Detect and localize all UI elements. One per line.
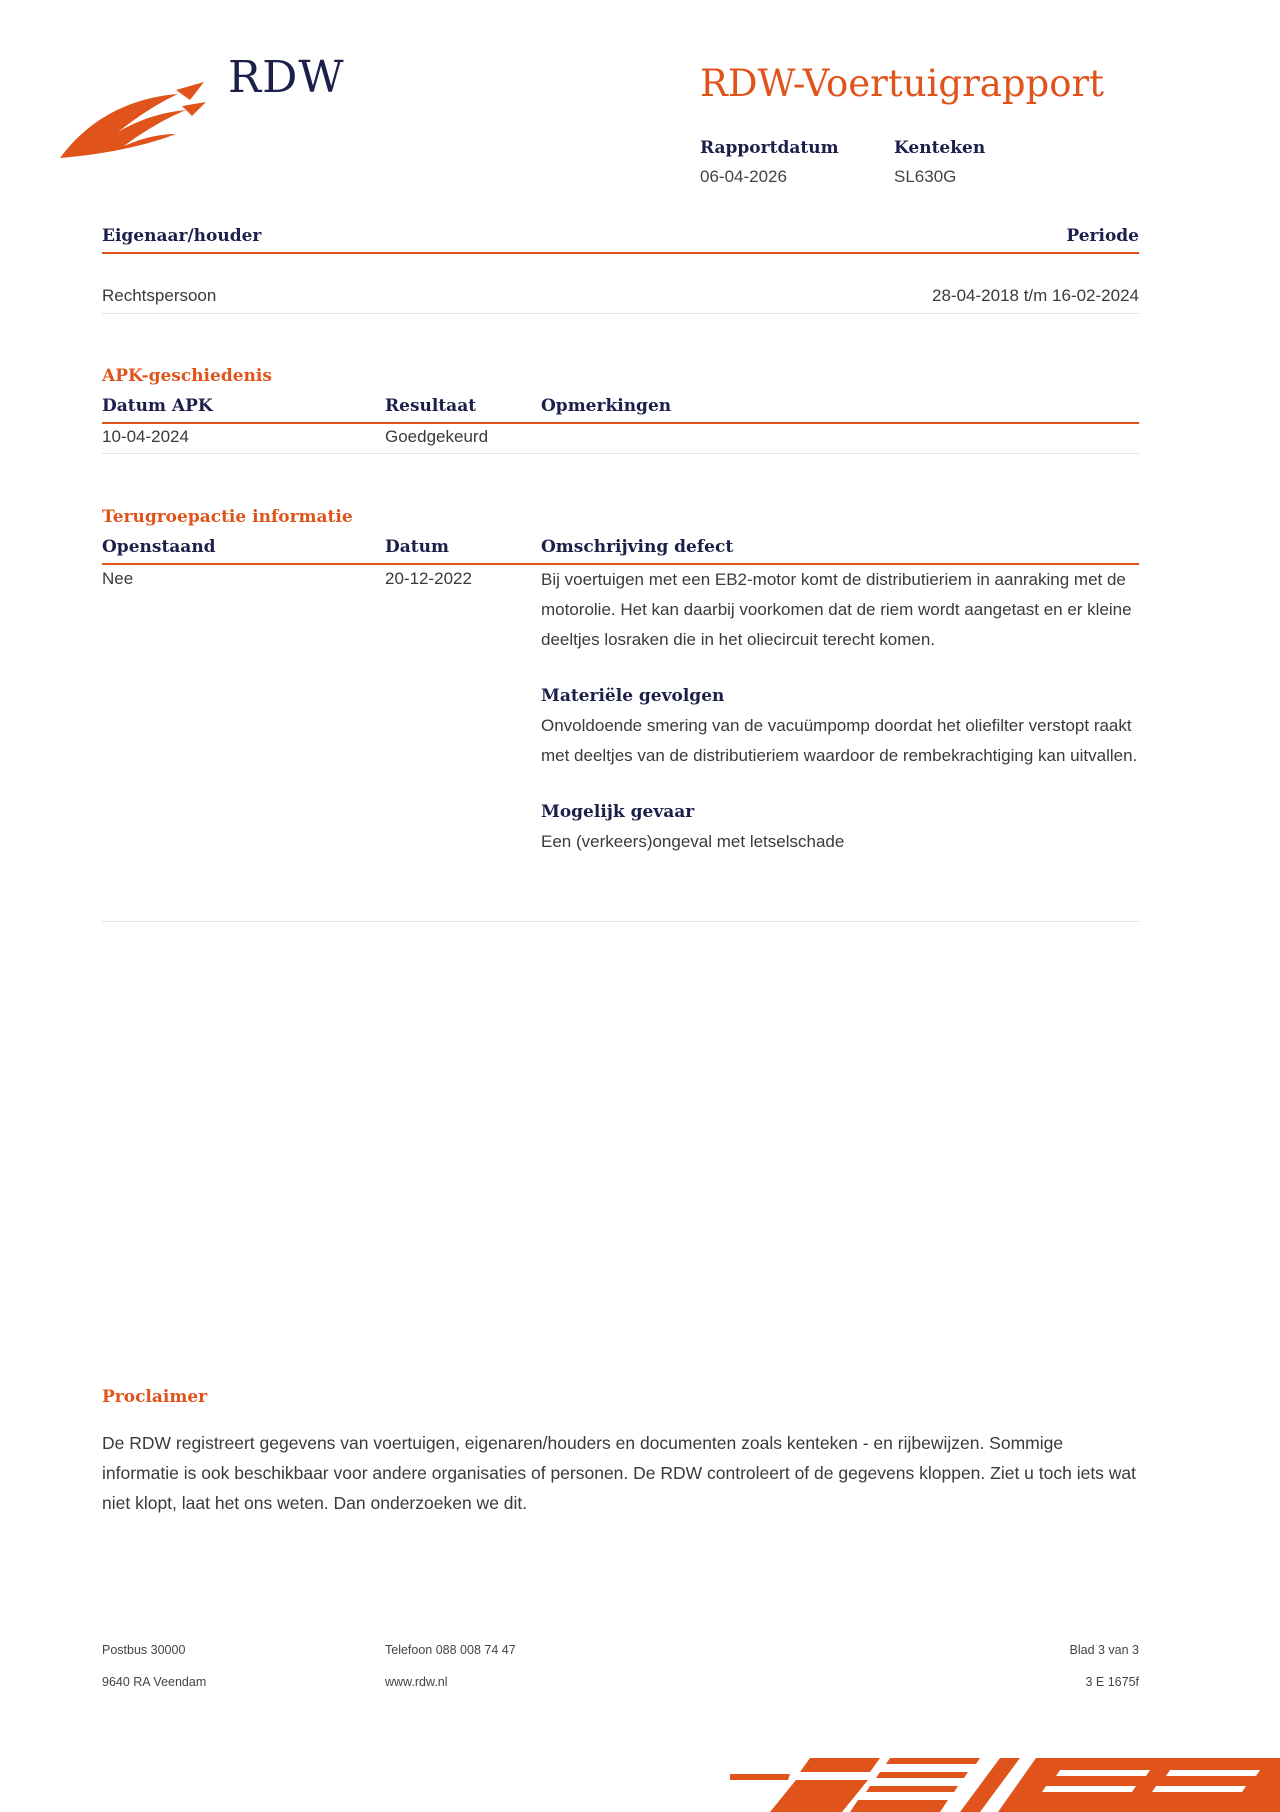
plate-label: Kenteken xyxy=(894,138,986,158)
owner-header: Eigenaar/houder xyxy=(102,226,262,246)
owner-type: Rechtspersoon xyxy=(102,286,217,305)
footer-phone: Telefoon 088 008 74 47 xyxy=(385,1643,516,1657)
danger-label: Mogelijk gevaar xyxy=(541,802,695,822)
recall-col-date: Datum xyxy=(385,537,449,557)
plate-value: SL630G xyxy=(894,167,957,186)
recall-description-block xyxy=(541,565,1139,857)
recall-title: Terugroepactie informatie xyxy=(102,507,353,527)
apk-col-result: Resultaat xyxy=(385,396,477,416)
apk-col-date: Datum APK xyxy=(102,396,213,416)
owner-period: 28-04-2018 t/m 16-02-2024 xyxy=(932,286,1139,305)
footer-page: Blad 3 van 3 xyxy=(1069,1643,1139,1657)
recall-col-description: Omschrijving defect xyxy=(541,537,734,557)
divider xyxy=(102,921,1139,922)
divider xyxy=(102,422,1139,424)
consequences-label: Materiële gevolgen xyxy=(541,686,725,706)
danger-text: Een (verkeers)ongeval met letselschade xyxy=(541,832,845,851)
apk-title: APK-geschiedenis xyxy=(102,366,272,386)
footer-address-line1: Postbus 30000 xyxy=(102,1643,186,1657)
recall-open-value: Nee xyxy=(102,569,134,588)
divider xyxy=(102,252,1139,254)
footer-address-line2: 9640 RA Veendam xyxy=(102,1675,207,1689)
apk-row-result: Goedgekeurd xyxy=(385,427,489,446)
report-title: RDW-Voertuigrapport xyxy=(700,62,1105,105)
recall-description: Bij voertuigen met een EB2-motor komt de distributieriem in aanraking met de motorolie. Het kan daarbij voorkomen dat de riem wordt aangetast en er kleine deeltjes losraken die in het oliecircuit terecht komen. xyxy=(541,570,1132,649)
footer-website: www.rdw.nl xyxy=(385,1675,448,1689)
logo-text: RDW xyxy=(228,52,345,103)
apk-col-remarks: Opmerkingen xyxy=(541,396,672,416)
rdw-logo-icon xyxy=(58,80,208,160)
report-date-label: Rapportdatum xyxy=(700,138,839,158)
footer-stripes-decoration xyxy=(730,1740,1280,1812)
apk-row-date: 10-04-2024 xyxy=(102,427,189,446)
divider xyxy=(102,313,1139,314)
proclaimer-title: Proclaimer xyxy=(102,1387,208,1407)
recall-date-value: 20-12-2022 xyxy=(385,569,472,588)
proclaimer-text: De RDW registreert gegevens van voertuigen, eigenaren/houders en documenten zoals kenteken - en rijbewijzen. Sommige informatie is ook beschikbaar voor andere organisaties of personen. De RDW controleert of de gegevens kloppen. Ziet u toch iets wat niet klopt, laat het ons weten. Dan onderzoeken we dit. xyxy=(102,1433,1137,1513)
footer-code: 3 E 1675f xyxy=(1085,1675,1139,1689)
report-date-value: 06-04-2026 xyxy=(700,167,787,186)
period-header: Periode xyxy=(1066,226,1139,246)
recall-col-open: Openstaand xyxy=(102,537,216,557)
consequences-text: Onvoldoende smering van de vacuümpomp doordat het oliefilter verstopt raakt met deeltjes van de distributieriem waardoor de rembekrachtiging kan uitvallen. xyxy=(541,716,1138,765)
divider xyxy=(102,453,1139,454)
